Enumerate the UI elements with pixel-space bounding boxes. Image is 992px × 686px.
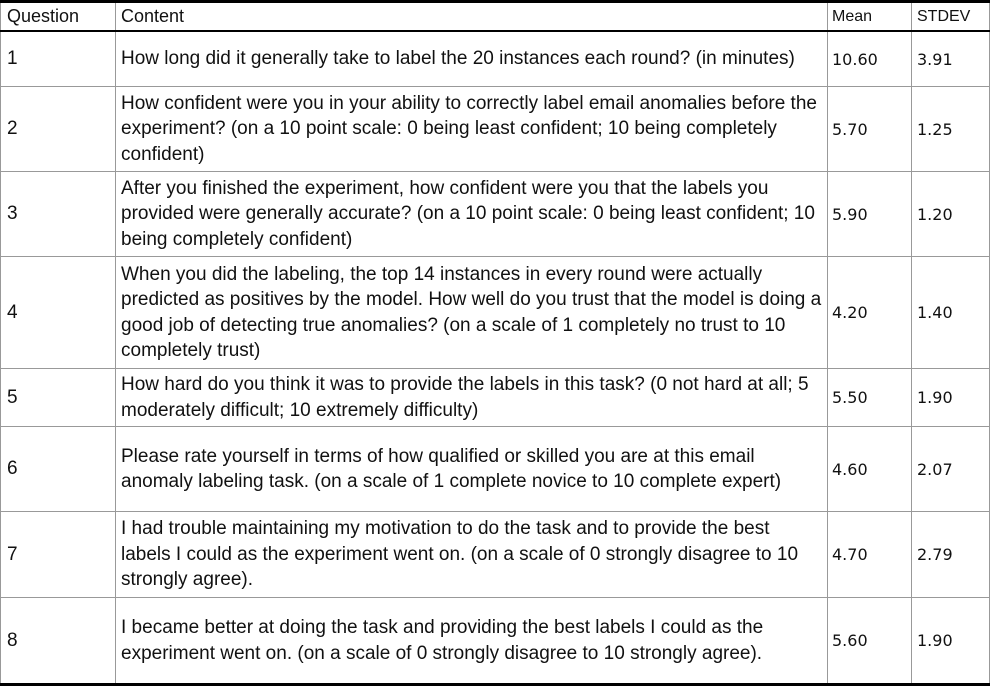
question-number: 8 [0, 598, 116, 683]
stdev-value: 1.90 [912, 369, 990, 426]
stdev-value: 1.25 [912, 87, 990, 171]
mean-value: 5.50 [828, 369, 912, 426]
header-stdev: STDEV [912, 3, 990, 30]
question-content: I became better at doing the task and providing the best labels I could as the experiment went on. (on a scale of 0 strongly disagree to 10 strongly agree). [116, 598, 828, 683]
stdev-value: 3.91 [912, 32, 990, 86]
table-row [0, 427, 990, 512]
header-mean: Mean [828, 3, 912, 30]
stdev-value: 2.07 [912, 427, 990, 511]
question-number: 2 [0, 87, 116, 171]
question-number: 7 [0, 512, 116, 597]
mean-value: 5.90 [828, 172, 912, 256]
table-row [0, 87, 990, 172]
table-row [0, 512, 990, 598]
table-row [0, 172, 990, 257]
table-row [0, 598, 990, 683]
mean-value: 5.70 [828, 87, 912, 171]
question-number: 5 [0, 369, 116, 426]
table-row [0, 369, 990, 427]
question-content: How confident were you in your ability to correctly label email anomalies before the experiment? (on a 10 point scale: 0 being least confident; 10 being completely confident) [116, 87, 828, 171]
question-content: How long did it generally take to label the 20 instances each round? (in minutes) [116, 32, 828, 86]
question-content: Please rate yourself in terms of how qualified or skilled you are at this email anomaly labeling task. (on a scale of 1 complete novice to 10 complete expert) [116, 427, 828, 511]
question-content: I had trouble maintaining my motivation to do the task and to provide the best labels I could as the experiment went on. (on a scale of 0 strongly disagree to 10 strongly agree). [116, 512, 828, 597]
mean-value: 4.20 [828, 257, 912, 368]
stdev-value: 2.79 [912, 512, 990, 597]
table-header-row [0, 3, 990, 32]
question-number: 3 [0, 172, 116, 256]
question-content: After you finished the experiment, how confident were you that the labels you provided were generally accurate? (on a 10 point scale: 0 being least confident; 10 being completely confident) [116, 172, 828, 256]
stdev-value: 1.40 [912, 257, 990, 368]
question-content: When you did the labeling, the top 14 instances in every round were actually predicted as positives by the model. How well do you trust that the model is doing a good job of detecting true anomalies? (on a scale of 1 completely no trust to 10 completely trust) [116, 257, 828, 368]
header-content: Content [116, 3, 828, 30]
table-row [0, 32, 990, 87]
mean-value: 4.70 [828, 512, 912, 597]
header-question: Question [0, 3, 116, 30]
question-number: 1 [0, 32, 116, 86]
question-number: 6 [0, 427, 116, 511]
table-row [0, 257, 990, 369]
stdev-value: 1.20 [912, 172, 990, 256]
mean-value: 5.60 [828, 598, 912, 683]
mean-value: 4.60 [828, 427, 912, 511]
stdev-value: 1.90 [912, 598, 990, 683]
question-content: How hard do you think it was to provide the labels in this task? (0 not hard at all; 5 moderately difficult; 10 extremely difficulty) [116, 369, 828, 426]
mean-value: 10.60 [828, 32, 912, 86]
question-number: 4 [0, 257, 116, 368]
